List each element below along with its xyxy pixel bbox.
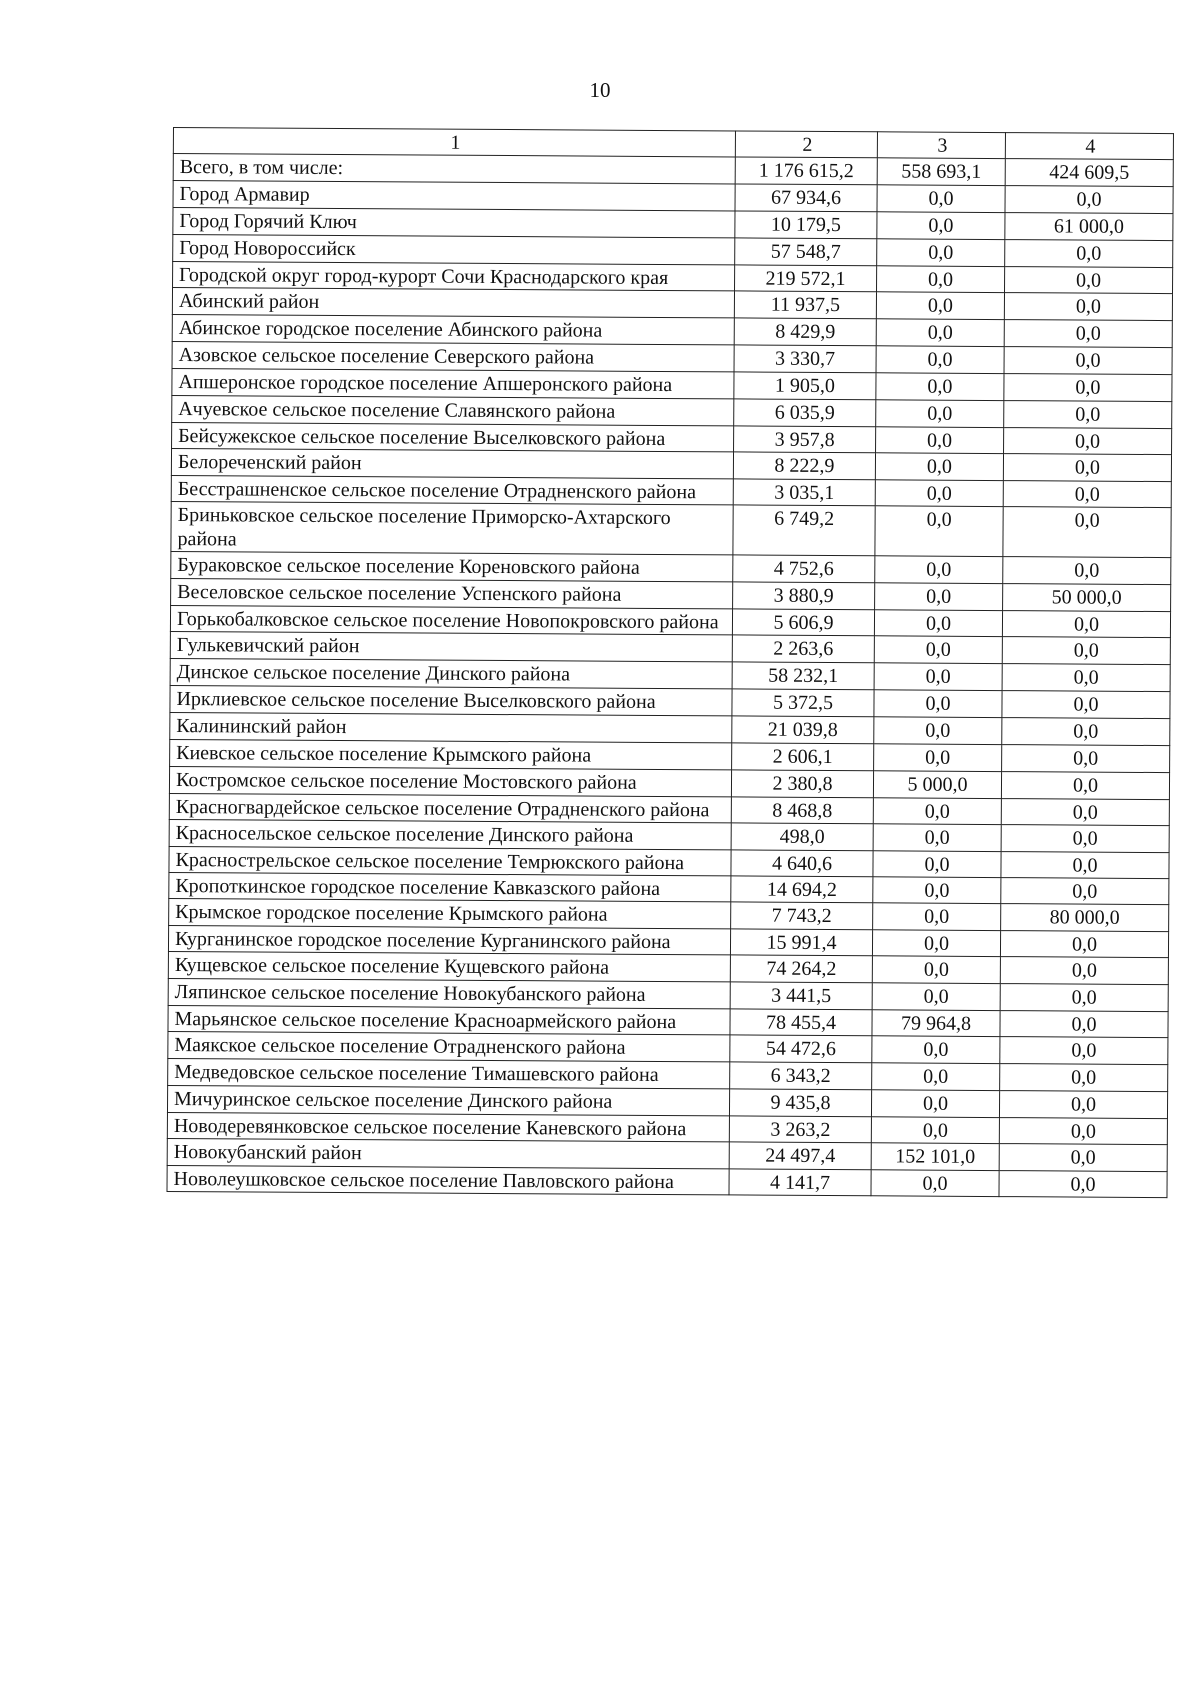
value-col-2: 74 264,2 [730,955,872,983]
value-col-2: 78 455,4 [730,1009,872,1036]
row-name: Ирклиевское сельское поселение Выселковского района [170,685,732,715]
table-body [167,128,1173,1198]
data-table [166,127,1173,1198]
value-col-2: 7 743,2 [731,902,873,930]
row-name: Медведовское сельское поселение Тимашевского района [168,1058,730,1088]
value-col-2: 498,0 [731,823,873,851]
value-col-2: 3 957,8 [734,426,876,453]
table-row [171,501,1171,557]
value-col-3: 0,0 [875,453,1003,481]
row-name: Город Армавир [173,181,735,211]
value-col-3: 5 000,0 [873,771,1001,799]
row-name: Кропоткинское городское поселение Кавказского района [169,872,731,901]
value-col-2: 6 035,9 [734,399,876,427]
value-col-3: 0,0 [876,427,1004,454]
row-name: Бриньковское сельское поселение Приморско-Ахтарского района [171,501,733,554]
row-name: Горькобалковское сельское поселение Новопокровского района [170,605,732,634]
value-col-4: 80 000,0 [1001,904,1169,932]
value-col-3: 0,0 [873,877,1001,904]
row-name: Динское сельское поселение Динского района [170,658,732,688]
value-col-3: 0,0 [874,636,1002,664]
value-col-2: 8 468,8 [731,797,873,824]
row-name: Новолеушковское сельское поселение Павловского района [167,1165,729,1194]
value-col-3: 79 964,8 [872,1010,1000,1037]
value-col-2: 5 372,5 [732,689,874,717]
row-name: Красносельское сельское поселение Динского района [169,819,731,849]
value-col-3: 0,0 [874,663,1002,691]
value-col-4: 0,0 [1003,507,1171,558]
value-col-4: 0,0 [1005,240,1173,268]
row-name: Кущевское сельское поселение Кущевского района [168,951,730,981]
value-col-2: 8 222,9 [733,452,875,480]
value-col-3: 0,0 [877,212,1005,240]
value-col-4: 0,0 [1002,718,1170,746]
value-col-2: 3 035,1 [733,479,875,506]
value-col-4: 0,0 [1003,454,1171,482]
value-col-2: 24 497,4 [729,1142,871,1170]
value-col-2: 57 548,7 [735,238,877,266]
value-col-3: 0,0 [873,824,1001,852]
value-col-3: 0,0 [871,1090,999,1118]
value-col-4: 0,0 [1004,347,1172,375]
value-col-2: 15 991,4 [730,929,872,956]
value-col-2: 5 606,9 [732,609,874,636]
value-col-4: 0,0 [1001,799,1169,826]
value-col-4: 0,0 [1001,772,1169,800]
row-name: Веселовское сельское поселение Успенского района [171,578,733,608]
row-name: Апшеронское городское поселение Апшеронского района [172,368,734,398]
value-col-3: 0,0 [874,610,1002,637]
value-col-2: 58 232,1 [732,662,874,690]
value-col-4: 61 000,0 [1005,213,1173,241]
row-name: Городской округ город-курорт Сочи Краснодарского края [173,262,735,291]
value-col-3: 0,0 [872,1036,1000,1064]
value-col-2: 2 380,8 [731,770,873,798]
value-col-4: 0,0 [1000,984,1168,1012]
value-col-3: 0,0 [873,903,1001,931]
value-col-2: 1 905,0 [734,372,876,400]
row-name: Курганинское городское поселение Курганинского района [168,925,730,954]
value-col-2: 2 606,1 [732,743,874,771]
value-col-3: 0,0 [873,798,1001,825]
row-name: Маякское сельское поселение Отрадненского района [168,1031,730,1061]
row-name: Краснострельское сельское поселение Темрюкского района [169,846,731,875]
value-col-2: 6 343,2 [730,1062,872,1090]
value-col-4: 0,0 [1002,691,1170,719]
value-col-2: 219 572,1 [735,265,877,292]
value-col-2: 9 435,8 [729,1089,871,1117]
value-col-2: 2 263,6 [732,635,874,663]
value-col-3: 0,0 [875,480,1003,507]
value-col-4: 0,0 [1000,1037,1168,1065]
value-col-4: 0,0 [1002,637,1170,665]
value-col-2: 11 937,5 [734,291,876,319]
value-col-2: 10 179,5 [735,211,877,239]
page-number: 10 [589,78,611,102]
value-col-3: 0,0 [875,556,1003,584]
value-col-4: 0,0 [1003,481,1171,508]
value-col-4: 424 609,5 [1005,159,1173,187]
row-name: Абинское городское поселение Абинского района [172,314,734,344]
column-header-1: 1 [173,128,735,157]
row-name: Город Горячий Ключ [173,208,735,238]
value-col-3: 0,0 [876,400,1004,428]
row-name: Азовское сельское поселение Северского района [172,341,734,371]
value-col-4: 0,0 [1000,1064,1168,1092]
value-col-3: 0,0 [873,851,1001,878]
value-col-4: 0,0 [1004,293,1172,321]
column-header-2: 2 [735,131,877,158]
row-name: Город Новороссийск [173,235,735,265]
row-name: Ачуевское сельское поселение Славянского района [172,395,734,425]
value-col-3: 0,0 [872,956,1000,984]
value-col-2: 1 176 615,2 [735,157,877,185]
column-header-4: 4 [1005,133,1173,160]
value-col-4: 0,0 [999,1118,1167,1145]
value-col-4: 0,0 [999,1144,1167,1172]
row-name: Костромское сельское поселение Мостовского района [169,766,731,796]
value-col-2: 4 640,6 [731,850,873,877]
value-col-3: 152 101,0 [871,1143,999,1171]
value-col-2: 21 039,8 [732,716,874,744]
value-col-2: 67 934,6 [735,184,877,212]
row-name: Крымское городское поселение Крымского района [169,898,731,928]
value-col-4: 0,0 [999,1091,1167,1119]
value-col-2: 6 749,2 [733,505,875,556]
column-header-3: 3 [877,132,1005,159]
value-col-4: 0,0 [1001,852,1169,879]
value-col-3: 558 693,1 [877,158,1005,186]
value-col-3: 0,0 [871,1170,999,1197]
value-col-3: 0,0 [872,983,1000,1011]
row-name: Ляпинское сельское поселение Новокубанского района [168,978,730,1008]
value-col-3: 0,0 [874,690,1002,718]
row-name: Белореченский район [171,448,733,478]
value-col-2: 4 752,6 [733,555,875,583]
value-col-2: 3 441,5 [730,982,872,1010]
value-col-3: 0,0 [877,185,1005,213]
value-col-2: 8 429,9 [734,318,876,346]
value-col-4: 0,0 [1002,611,1170,638]
row-name: Мичуринское сельское поселение Динского района [167,1085,729,1115]
value-col-3: 0,0 [876,373,1004,401]
value-col-4: 0,0 [1004,374,1172,402]
row-name: Бейсужекское сельское поселение Выселковского района [172,422,734,451]
value-col-2: 54 472,6 [730,1035,872,1063]
value-col-2: 4 141,7 [729,1169,871,1196]
row-name: Марьянское сельское поселение Красноармейского района [168,1005,730,1034]
value-col-3: 0,0 [877,239,1005,267]
value-col-2: 3 330,7 [734,345,876,373]
value-col-2: 14 694,2 [731,876,873,903]
row-name: Калининский район [170,712,732,742]
value-col-3: 0,0 [872,1063,1000,1091]
value-col-4: 0,0 [1001,825,1169,853]
value-col-4: 50 000,0 [1003,584,1171,612]
row-name: Киевское сельское поселение Крымского района [170,739,732,769]
value-col-3: 0,0 [872,930,1000,957]
value-col-3: 0,0 [876,292,1004,320]
value-col-4: 0,0 [1000,931,1168,958]
value-col-4: 0,0 [1001,878,1169,905]
value-col-3: 0,0 [874,744,1002,772]
value-col-4: 0,0 [1004,428,1172,455]
value-col-4: 0,0 [1002,745,1170,773]
table-container [166,127,1172,1198]
table-row [167,1165,1167,1197]
value-col-4: 0,0 [1005,267,1173,294]
value-col-3: 0,0 [871,1117,999,1144]
row-name: Гулькевичский район [170,631,732,661]
row-name: Бураковское сельское поселение Кореновского района [171,551,733,581]
value-col-3: 0,0 [875,583,1003,611]
value-col-2: 3 263,2 [729,1116,871,1143]
value-col-2: 3 880,9 [733,582,875,610]
row-name: Красногвардейское сельское поселение Отрадненского района [169,793,731,822]
value-col-3: 0,0 [876,346,1004,374]
row-name: Новодеревянковское сельское поселение Каневского района [167,1112,729,1141]
value-col-4: 0,0 [1002,664,1170,692]
row-name: Абинский район [172,288,734,318]
value-col-3: 0,0 [875,506,1003,557]
row-name: Всего, в том числе: [173,154,735,184]
row-name: Бесстрашненское сельское поселение Отрадненского района [171,475,733,504]
value-col-3: 0,0 [876,319,1004,347]
value-col-4: 0,0 [1003,557,1171,585]
value-col-4: 0,0 [1005,186,1173,214]
value-col-3: 0,0 [874,717,1002,745]
value-col-4: 0,0 [1004,320,1172,348]
value-col-4: 0,0 [1000,1011,1168,1038]
value-col-3: 0,0 [877,266,1005,293]
value-col-4: 0,0 [999,1171,1167,1198]
value-col-4: 0,0 [1004,401,1172,429]
row-name: Новокубанский район [167,1138,729,1168]
value-col-4: 0,0 [1000,957,1168,985]
